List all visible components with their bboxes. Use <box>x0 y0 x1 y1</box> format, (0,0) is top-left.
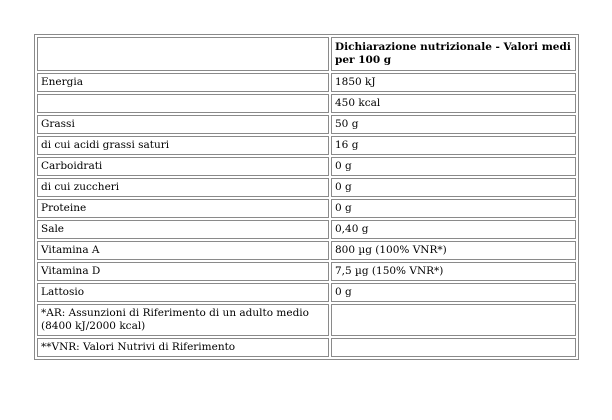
row-value <box>331 304 576 336</box>
row-value: 0 g <box>331 283 576 302</box>
table-header-row <box>37 37 576 71</box>
table-row <box>37 73 576 92</box>
table-row-footnote <box>37 304 576 336</box>
row-label: Lattosio <box>37 283 329 302</box>
row-value: 0,40 g <box>331 220 576 239</box>
row-value: 7,5 µg (150% VNR*) <box>331 262 576 281</box>
row-value: 16 g <box>331 136 576 155</box>
row-value: 1850 kJ <box>331 73 576 92</box>
footnote-ar: *AR: Assunzioni di Riferimento di un adulto medio (8400 kJ/2000 kcal) <box>37 304 329 336</box>
table-row <box>37 157 576 176</box>
header-label-cell <box>37 37 329 71</box>
row-value: 450 kcal <box>331 94 576 113</box>
row-label <box>37 94 329 113</box>
row-value: 0 g <box>331 157 576 176</box>
table-row <box>37 136 576 155</box>
row-value: 0 g <box>331 178 576 197</box>
footnote-vnr: **VNR: Valori Nutrivi di Riferimento <box>37 338 329 357</box>
row-value <box>331 338 576 357</box>
row-label: Proteine <box>37 199 329 218</box>
row-label: Energia <box>37 73 329 92</box>
table-row <box>37 94 576 113</box>
table-row <box>37 178 576 197</box>
row-label: Vitamina D <box>37 262 329 281</box>
row-label: Vitamina A <box>37 241 329 260</box>
table-row <box>37 262 576 281</box>
table-row-footnote <box>37 338 576 357</box>
table-row <box>37 283 576 302</box>
table-row <box>37 220 576 239</box>
row-label: Grassi <box>37 115 329 134</box>
row-value: 0 g <box>331 199 576 218</box>
nutrition-table <box>34 34 579 360</box>
row-label: Sale <box>37 220 329 239</box>
row-label: Carboidrati <box>37 157 329 176</box>
table-row <box>37 241 576 260</box>
table-row <box>37 199 576 218</box>
row-label: di cui zuccheri <box>37 178 329 197</box>
row-label: di cui acidi grassi saturi <box>37 136 329 155</box>
row-value: 800 µg (100% VNR*) <box>331 241 576 260</box>
table-row <box>37 115 576 134</box>
header-title-cell: Dichiarazione nutrizionale - Valori medi per 100 g <box>331 37 576 71</box>
row-value: 50 g <box>331 115 576 134</box>
